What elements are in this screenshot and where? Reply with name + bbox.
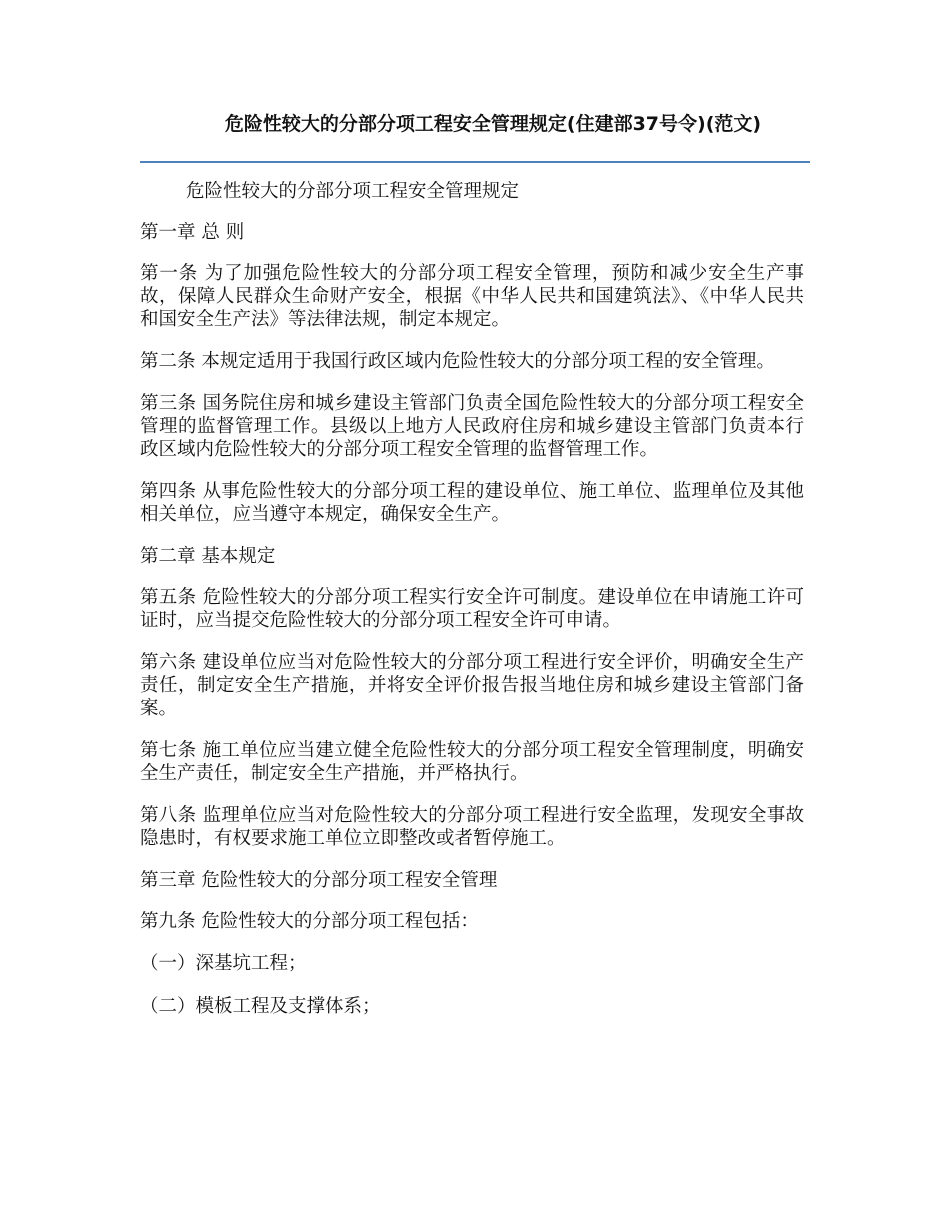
- article-paragraph: 第三条 国务院住房和城乡建设主管部门负责全国危险性较大的分部分项工程安全管理的监督管理工作。县级以上地方人民政府住房和城乡建设主管部门负责本行政区域内危险性较大的分部分项工程安全管理的监督管理工作。: [140, 393, 804, 460]
- article-paragraph: 第一条 为了加强危险性较大的分部分项工程安全管理，预防和减少安全生产事故，保障人民群众生命财产安全，根据《中华人民共和国建筑法》、《中华人民共和国安全生产法》等法律法规，制定本规定。: [140, 263, 804, 330]
- document-body: [140, 180, 804, 1038]
- article-paragraph: 第九条 危险性较大的分部分项工程包括：: [140, 911, 479, 932]
- article-paragraph: 第七条 施工单位应当建立健全危险性较大的分部分项工程安全管理制度，明确安全生产责任，制定安全生产措施，并严格执行。: [140, 740, 804, 784]
- article-paragraph: 第五条 危险性较大的分部分项工程实行安全许可制度。建设单位在申请施工许可证时，应当提交危险性较大的分部分项工程安全许可申请。: [140, 587, 804, 631]
- article-paragraph: 第二条 本规定适用于我国行政区域内危险性较大的分部分项工程的安全管理。: [140, 351, 775, 372]
- list-item: （一）深基坑工程；: [140, 953, 307, 974]
- document-subtitle: 危险性较大的分部分项工程安全管理规定: [186, 181, 520, 202]
- chapter-heading: 第三章 危险性较大的分部分项工程安全管理: [140, 870, 498, 891]
- article-paragraph: 第四条 从事危险性较大的分部分项工程的建设单位、施工单位、监理单位及其他相关单位，应当遵守本规定，确保安全生产。: [140, 481, 804, 525]
- chapter-heading: 第二章 基本规定: [140, 546, 276, 567]
- chapter-heading: 第一章 总 则: [140, 222, 245, 243]
- list-item: （二）模板工程及支撑体系；: [140, 996, 381, 1017]
- title-divider: [140, 161, 810, 163]
- article-paragraph: 第八条 监理单位应当对危险性较大的分部分项工程进行安全监理，发现安全事故隐患时，有权要求施工单位立即整改或者暂停施工。: [140, 805, 804, 849]
- article-paragraph: 第六条 建设单位应当对危险性较大的分部分项工程进行安全评价，明确安全生产责任，制定安全生产措施，并将安全评价报告报当地住房和城乡建设主管部门备案。: [140, 652, 804, 719]
- document-title: 危险性较大的分部分项工程安全管理规定(住建部37号令)(范文): [224, 113, 762, 135]
